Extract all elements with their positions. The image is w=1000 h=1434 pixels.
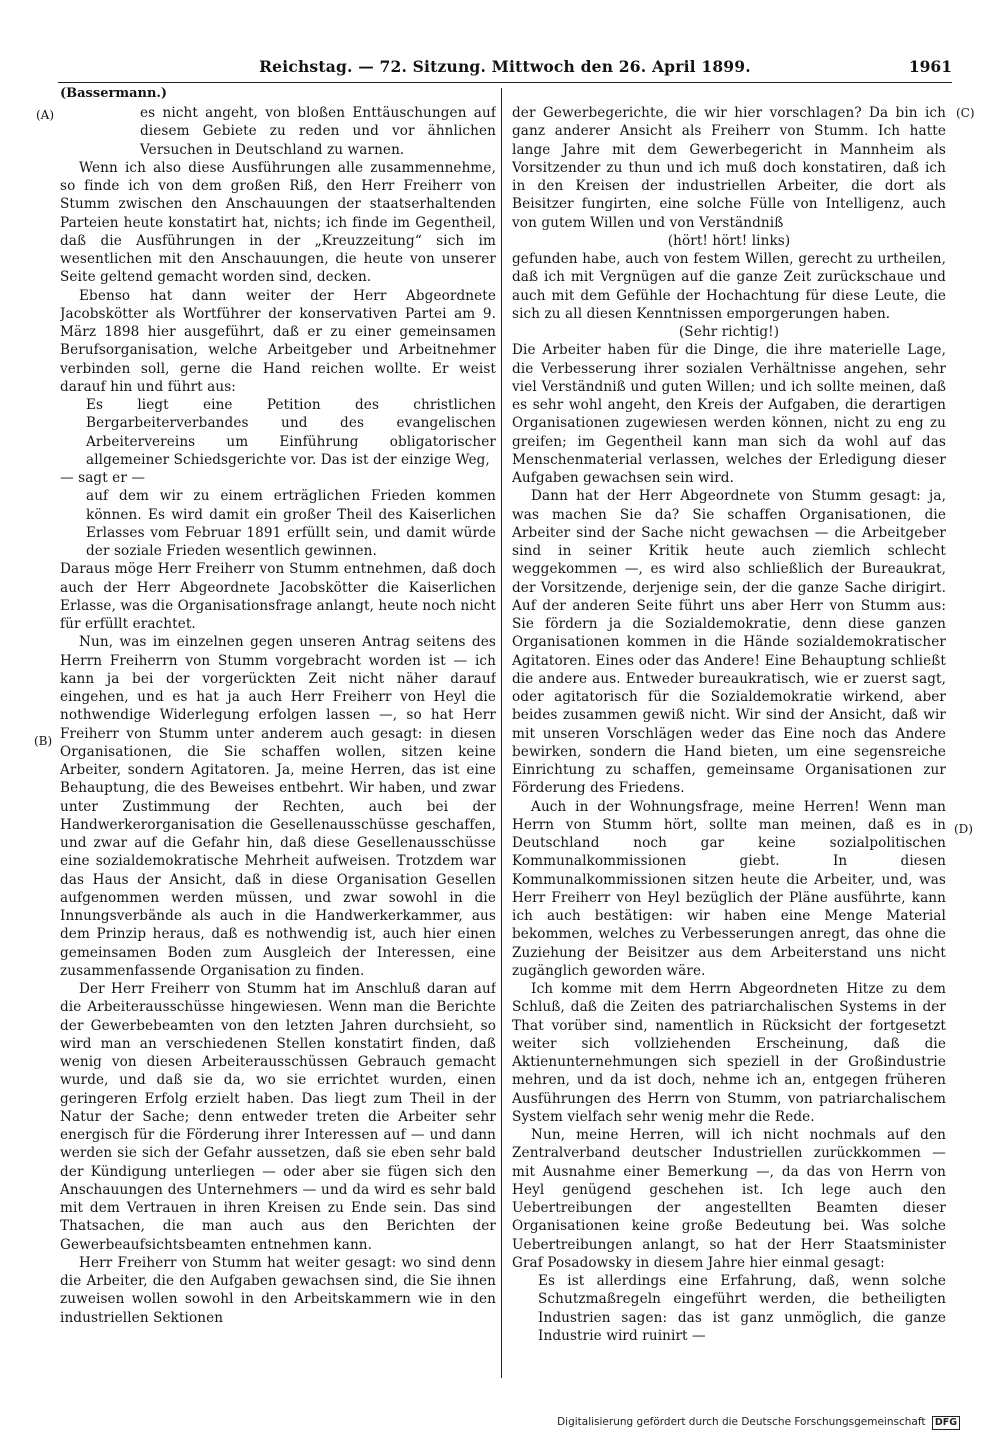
paragraph: Dann hat der Herr Abgeordnete von Stumm gesagt: ja, was machen Sie da? Sie schaffen Organisationen, die Arbeiter sind der Sache nicht gewachsen — die Arbeitgeber sind in seiner Kritik heute auch ziemlich schlecht weggekommen —, es wird also schließlich der Bureaukrat, der Vorsitzende, derjenige sein, der die ganze Sache dirigirt. Auf der anderen Seite führt uns aber Herr von Stumm aus: Sie fördern ja die Sozialdemokratie, denn diese ganzen Organisationen kommen in die Hände sozialdemokratischer Agitatoren. Eines oder das Andere! Eine Behauptung schließt die andere aus. Entweder bureaukratisch, wie er zuerst sagt, oder agitatorisch für die Sozialdemokratie wirkend, aber beides zusammen gewiß nicht. Wir sind der Ansicht, daß wir mit unseren Vorschlägen weder das Eine noch das Andere bewirken, sondern die Hand bieten, um eine segensreiche Einrichtung zu schaffen, gemeinsame Organisationen zur Förderung des Friedens. <box>512 488 946 797</box>
margin-marker-d: (D) <box>954 822 973 836</box>
dfg-logo: DFG <box>932 1416 960 1430</box>
left-column <box>60 104 496 1382</box>
quotation: Es ist allerdings eine Erfahrung, daß, wenn solche Schutzmaßregeln eingeführt werden, die betheiligten Industrien sagen: das ist ganz unmöglich, die ganze Industrie wird ruinirt — <box>538 1273 946 1344</box>
paragraph: gefunden habe, auch von festem Willen, gerecht zu urtheilen, daß ich mit Vergnügen auf die ganze Zeit zurückschaue und auch mit dem Gefühle der Hochachtung für diese Leute, die sich zu all diesen Kenntnissen emporgerungen haben. <box>512 251 946 322</box>
interjection: (Sehr richtig!) <box>678 324 780 340</box>
paragraph: Die Arbeiter haben für die Dinge, die ihre materielle Lage, die Verbesserung ihrer sozialen Verhältnisse angehen, sehr viel Verständniß und guten Willen; und ich sollte meinen, daß es sehr wohl angeht, den Kreis der Aufgaben, die derartigen Organisationen zugewiesen werden können, nicht zu eng zu greifen; im Gegentheil kann man sich da wohl auf das Menschenmaterial verlassen, welches der Erledigung dieser Aufgaben gewachsen sein wird. <box>512 342 946 486</box>
margin-marker-c: (C) <box>956 106 975 120</box>
running-title: Reichstag. — 72. Sitzung. Mittwoch den 26. April 1899. <box>259 57 751 76</box>
right-column <box>512 104 946 1382</box>
paragraph: es nicht angeht, von bloßen Enttäuschungen auf diesem Gebiete zu reden und vor ähnlichen Versuchen in Deutschland zu warnen. <box>140 105 496 158</box>
paragraph: Wenn ich also diese Ausführungen alle zusammennehme, so finde ich von dem großen Riß, den Herr Freiherr von Stumm zwischen den Anschauungen der staatserhaltenden Parteien heute konstatirt hat, nichts; ich finde im Gegentheil, daß die Ausführungen in der „Kreuzzeitung“ sich im wesentlichen mit den Anschauungen, die heute von unserer Seite geltend gemacht worden sind, decken. <box>60 159 496 286</box>
page-number: 1961 <box>908 57 952 76</box>
paragraph: Auch in der Wohnungsfrage, meine Herren! Wenn man Herrn von Stumm hört, sollte man meinen, daß es in Deutschland noch gar keine sozialpolitischen Kommunalkommissionen giebt. In diesen Kommunalkommissionen sitzen heute die Arbeiter, und, was Herr Freiherr von Heyl bezüglich der Pläne ausführte, kann ich auch bestätigen: wir haben eine Menge Material bekommen, welches zu Verbesserungen anregt, das ohne die Zuziehung der Beisitzer aus dem Arbeiterstand uns nicht zugänglich geworden wäre. <box>512 798 946 979</box>
quotation: Es liegt eine Petition des christlichen Bergarbeiterverbandes und des evangelischen Arbeitervereins um Einführung obligatorischer allgemeiner Schiedsgerichte vor. Das ist der einzige Weg, <box>86 397 496 468</box>
paragraph: Nun, meine Herren, will ich nicht nochmals auf den Zentralverband deutscher Industriellen zurückkommen — mit Ausnahme einer Bemerkung —, da das von Herrn von Heyl genügend geschehen ist. Ich lege auch den Uebertreibungen der angestellten Beamten dieser Organisationen keine große Bedeutung bei. Was solche Uebertreibungen anlangt, so hat der Herr Staatsminister Graf Posadowsky in diesem Jahre hier einmal gesagt: <box>512 1127 946 1271</box>
digitization-credit <box>557 1416 960 1430</box>
column-divider <box>501 88 502 1378</box>
aside: — sagt er — <box>60 470 146 486</box>
running-head <box>58 52 952 83</box>
paragraph: Der Herr Freiherr von Stumm hat im Anschluß daran auf die Arbeiterausschüsse hingewiesen. Wenn man die Berichte der Gewerbebeamten von den letzten Jahren durchsieht, so wird man an verschiedenen Stellen konstatirt finden, daß wenig von diesen Arbeiterausschüssen Gebrauch gemacht wurde, und daß sie da, wo sie errichtet wurden, einen geringeren Erfolg erzielt haben. Das liegt zum Theil in der Natur der Sache; denn entweder treten die Arbeiter sehr energisch für die Förderung ihrer Interessen auf — und dann werden sie sich der Gefahr aussetzen, daß sie eben sehr bald der Kündigung unterliegen — oder aber sie fügen sich den Anschauungen des Unternehmers — und da wird es sehr bald mit dem Vertrauen in ihren Kreisen zu Ende sein. Das sind Thatsachen, die man auch aus den Berichten der Gewerbeaufsichtsbeamten entnehmen kann. <box>60 981 496 1253</box>
quotation: auf dem wir zu einem erträglichen Frieden kommen können. Es wird damit ein großer Theil des Kaiserlichen Erlasses vom Februar 1891 erfüllt sein, und damit würde der soziale Frieden wesentlich gewinnen. <box>86 488 496 559</box>
paragraph: Ebenso hat dann weiter der Herr Abgeordnete Jacobskötter als Wortführer der konservativen Partei am 9. März 1898 hier ausgeführt, daß er zu einer gemeinsamen Berufsorganisation, welche Arbeitgeber und Arbeitnehmer verbinden soll, gerne die Hand reichen wollte. Er weist darauf hin und führt aus: <box>60 287 496 395</box>
paragraph: Herr Freiherr von Stumm hat weiter gesagt: wo sind denn die Arbeiter, die den Aufgaben gewachsen sind, die Sie ihnen zuweisen wollen sowohl in den Arbeitskammern wie in den industriellen Sektionen <box>60 1254 496 1326</box>
margin-marker-b: (B) <box>34 734 53 748</box>
paragraph: der Gewerbegerichte, die wir hier vorschlagen? Da bin ich ganz anderer Ansicht als Freiherr von Stumm. Ich hatte lange Jahre mit dem Gewerbegericht in Mannheim als Vorsitzender zu thun und ich muß doch konstatiren, daß ich in den Kreisen der industriellen Arbeiter, die dort als Beisitzer fungirten, eine solche Fülle von Intelligenz, auch von gutem Willen und von Verständniß <box>512 105 946 231</box>
paragraph: Daraus möge Herr Freiherr von Stumm entnehmen, daß doch auch der Herr Abgeordnete Jacobskötter die Kaiserlichen Erlasse, was die Organisationsfrage anlangt, heute noch nicht für erfüllt erachtet. <box>60 561 496 632</box>
paragraph: Ich komme mit dem Herrn Abgeordneten Hitze zu dem Schluß, daß die Zeiten des patriarchalischen Systems in der That vorüber sind, namentlich in Rücksicht der fortgesetzt weiter sich vollziehenden Erscheinung, daß die Aktienunternehmungen sich speziell in der Großindustrie mehren, und da ist doch, nehme ich an, entgegen früheren Ausführungen des Herrn von Stumm, von patriarchalischem System vielfach sehr wenig mehr die Rede. <box>512 981 946 1125</box>
paragraph: Nun, was im einzelnen gegen unseren Antrag seitens des Herrn Freiherrn von Stumm vorgebracht worden ist — ich kann ja bei der vorgerückten Zeit nicht näher darauf eingehen, und es hat ja auch Herr Freiherr von Heyl die nothwendige Widerlegung erfolgen lassen —, so hat Herr Freiherr von Stumm unter anderem auch gesagt: in diesen Organisationen, die Sie schaffen wollen, sitzen keine Arbeiter, sondern Agitatoren. Ja, meine Herren, das ist eine Behauptung, die des Beweises entbehrt. Wir haben, und zwar unter Zustimmung der Rechten, auch bei der Handwerkerorganisation die Gesellenausschüsse geschaffen, und zwar auf die Gefahr hin, daß diese Gesellenausschüsse eine sozialdemokratische Mehrheit aufweisen. Trotzdem war das Haus der Ansicht, daß in diese Organisation Gesellen aufgenommen werden müssen, und zwar sowohl in die Innungsverbände als auch in die Handwerkerkammer, aus dem Prinzip heraus, daß es nothwendig ist, auch hier einen gemeinsamen Boden zum Ausgleich der Interessen, eine zusammenfassende Organisation zu finden. <box>60 634 496 979</box>
credit-text: Digitalisierung gefördert durch die Deutsche Forschungsgemeinschaft <box>557 1416 926 1428</box>
margin-marker-a: (A) <box>36 108 55 122</box>
interjection: (hört! hört! links) <box>667 232 791 249</box>
speaker-name: (Bassermann.) <box>60 86 168 101</box>
